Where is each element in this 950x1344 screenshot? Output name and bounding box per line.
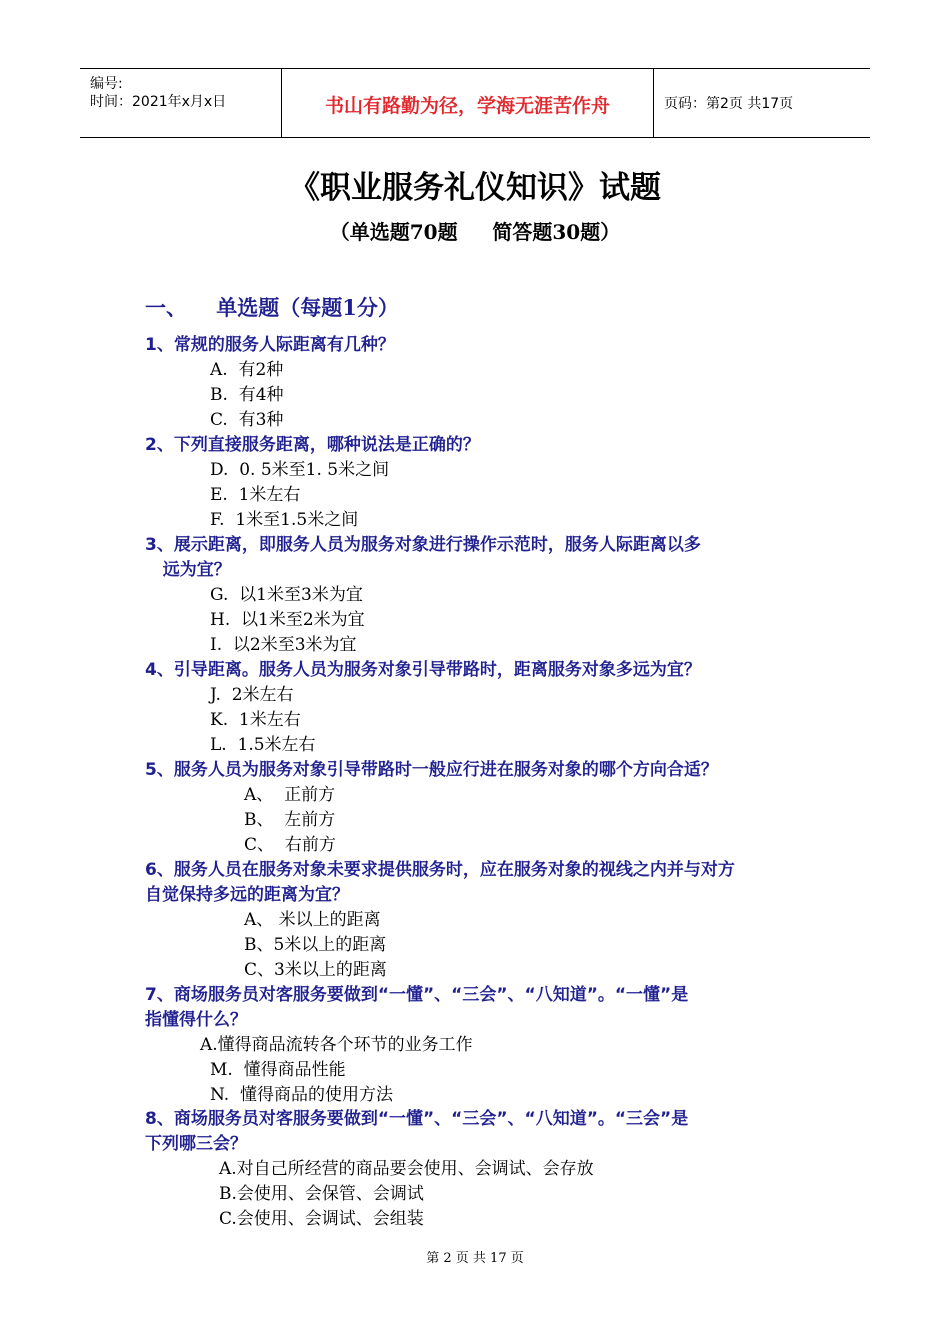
- header-meta-cell: [80, 69, 282, 137]
- page-header: [80, 68, 870, 138]
- question-7-stem: [145, 983, 825, 1033]
- question-2-option-c: F. 1米至1.5米之间: [210, 510, 359, 530]
- header-page-cell: [654, 69, 870, 137]
- question-3-option-a: G. 以1米至3米为宜: [210, 585, 363, 605]
- question-1-stem: [145, 333, 825, 358]
- question-6-stem: [145, 858, 825, 908]
- question-1-option-c: C. 有3种: [210, 410, 284, 430]
- question-stem-line: 2、下列直接服务距离，哪种说法是正确的？: [145, 435, 480, 455]
- question-6-option-c: C、3米以上的距离: [244, 960, 387, 980]
- question-stem-line: 6、服务人员在服务对象未要求提供服务时，应在服务对象的视线之内并与对方: [145, 860, 735, 880]
- question-4-option-a: J. 2米左右: [210, 685, 294, 705]
- time-label: 时间：2021年x月x日: [90, 94, 227, 110]
- question-4-option-c: L. 1.5米左右: [210, 735, 316, 755]
- question-stem-line: 远为宜？: [145, 560, 231, 580]
- question-stem-line: 5、服务人员为服务对象引导带路时一般应行进在服务对象的哪个方向合适？: [145, 760, 718, 780]
- question-8-option-a: A.对自己所经营的商品要会使用、会调试、会存放: [219, 1159, 594, 1179]
- question-5-option-c: C、 右前方: [244, 835, 336, 855]
- question-5-stem: [145, 758, 825, 783]
- question-stem-line: 指懂得什么？: [145, 1010, 247, 1030]
- question-stem-line: 自觉保持多远的距离为宜？: [145, 885, 349, 905]
- question-8-stem: [145, 1107, 825, 1157]
- question-2-option-a: D. 0. 5米至1. 5米之间: [210, 460, 390, 480]
- question-4-option-b: K. 1米左右: [210, 710, 301, 730]
- question-stem-line: 8、商场服务员对客服务要做到“一懂”、“三会”、“八知道”。“三会”是: [145, 1109, 689, 1129]
- document-title: 《职业服务礼仪知识》试题: [289, 170, 661, 206]
- question-4-stem: [145, 658, 825, 683]
- question-1-option-b: B. 有4种: [210, 385, 284, 405]
- section-heading: 一、 单选题（每题1分）: [145, 295, 399, 320]
- question-5-option-a: A、 正前方: [244, 785, 336, 805]
- question-7-option-a: A.懂得商品流转各个环节的业务工作: [200, 1035, 473, 1055]
- motto: 书山有路勤为径，学海无涯苦作舟: [324, 95, 610, 117]
- question-stem-line: 下列哪三会？: [145, 1134, 247, 1154]
- question-6-option-b: B、5米以上的距离: [244, 935, 387, 955]
- question-8-option-c: C.会使用、会调试、会组装: [219, 1209, 424, 1229]
- question-2-stem: [145, 433, 825, 458]
- page-info: 页码：第2页 共17页: [664, 96, 794, 112]
- document-subtitle: （单选题70题 简答题30题）: [329, 220, 621, 244]
- question-stem-line: 7、商场服务员对客服务要做到“一懂”、“三会”、“八知道”。“一懂”是: [145, 985, 689, 1005]
- question-3-option-c: I. 以2米至3米为宜: [210, 635, 357, 655]
- page-footer: 第 2 页 共 17 页: [426, 1251, 524, 1266]
- header-motto-cell: [282, 69, 654, 137]
- question-7-option-c: N. 懂得商品的使用方法: [210, 1085, 393, 1105]
- question-2-option-b: E. 1米左右: [210, 485, 301, 505]
- number-label: 编号:: [90, 76, 123, 92]
- question-stem-line: 3、展示距离，即服务人员为服务对象进行操作示范时，服务人际距离以多: [145, 535, 701, 555]
- question-6-option-a: A、 米以上的距离: [244, 910, 381, 930]
- question-8-option-b: B.会使用、会保管、会调试: [219, 1184, 424, 1204]
- question-7-option-b: M. 懂得商品性能: [210, 1060, 346, 1080]
- question-1-option-a: A. 有2种: [210, 360, 284, 380]
- question-3-stem: [145, 533, 825, 583]
- question-3-option-b: H. 以1米至2米为宜: [210, 610, 365, 630]
- question-stem-line: 4、引导距离。服务人员为服务对象引导带路时，距离服务对象多远为宜？: [145, 660, 701, 680]
- question-stem-line: 1、常规的服务人际距离有几种？: [145, 335, 395, 355]
- question-5-option-b: B、 左前方: [244, 810, 336, 830]
